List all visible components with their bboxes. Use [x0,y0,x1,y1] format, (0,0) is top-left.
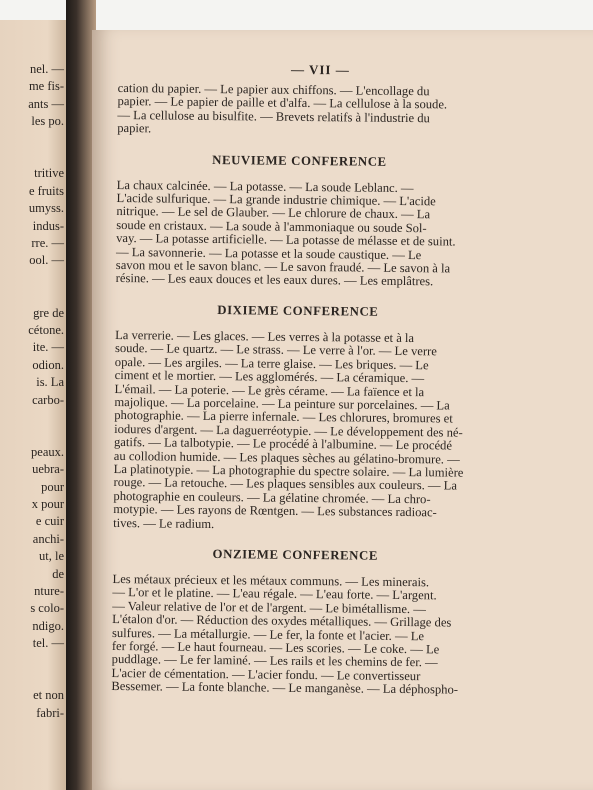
text-line: — L'or et le platine. — L'eau régale. — L'eau forte. — L'argent. [112,585,437,603]
left-page-line: uebra- [32,462,64,477]
section-heading: DIXIEME CONFERENCE [217,302,379,319]
text-line: La platinotypie. — La photographie du spectre solaire. — La lumière [113,461,464,480]
text-line: gatifs. — La talbotypie. — Le procédé à l'albumine. — Le procédé [113,435,453,453]
left-page-line: pour [41,479,64,494]
text-line: ciment et le mortier. — Les agglomérés. — La céramique. — [114,368,425,386]
left-page-line: tel. — [32,636,64,651]
left-page-line: ool. — [29,253,64,268]
left-page-line: e fruits [28,183,64,198]
left-page-line: nel. — [29,62,64,76]
left-page-line: ndigo. [32,618,64,633]
text-line: L'étalon d'or. — Réduction des oxydes métalliques. — Grillage des [112,612,452,630]
section-heading: NEUVIEME CONFERENCE [212,152,387,169]
left-page-line: is. La [36,375,64,390]
left-page-line: ants — [28,96,64,111]
left-page-line: rre. — [31,236,64,250]
text-line: photographie. — La pierre infernale. — Les chlorures, bromures et [114,408,453,426]
text-line: papier. [117,121,152,136]
text-line: — Valeur relative de l'or et de l'argent. — Le bimétallisme. — [112,598,426,617]
left-page-edge [0,20,68,790]
left-page-line: me fis- [28,79,64,94]
page-number: — VII — [290,61,350,78]
text-line: puddlage. — Le fer laminé. — Les rails et les chemins de fer. — [111,652,438,670]
text-line: Les métaux précieux et les métaux communs. — Les minerais. [112,571,430,590]
left-page-line: ite. — [32,340,64,355]
left-page-line: fabri- [36,705,64,720]
left-page-line: indus- [32,218,64,233]
left-page-line: cétone. [28,323,64,337]
text-line: majolique. — La porcelaine. — La peinture sur porcelaines. — La [114,394,450,413]
left-page-line: s colo- [30,601,64,616]
left-page-line: nture- [34,584,64,598]
text-line: fer forgé. — Le haut fourneau. — Les scories. — Le coke. — Le [111,638,440,657]
section-paragraph [111,573,477,697]
text-line: motypie. — Les rayons de Rœntgen. — Les substances radioac- [113,502,437,520]
left-page-line: e cuir [35,514,64,529]
section-heading: ONZIEME CONFERENCE [212,546,379,563]
left-page-line: tritive [34,166,64,181]
text-line: au collodion humide. — Les plaques sèches au gélatino-bromure. — [113,448,460,467]
left-page-line: carbo- [32,392,64,407]
text-line: L'acier de cémentation. — L'acier fondu. — Le convertisseur [111,665,421,684]
text-line: opale. — Les argiles. — La terre glaise. — Les briques. — Le [114,354,429,372]
left-page-line: les po. [31,114,64,129]
page-content [111,60,483,697]
left-page-line: odion. [32,357,64,372]
left-page-line: x pour [31,497,64,511]
text-line: La chaux calcinée. — La potasse. — La soude Leblanc. — [116,177,414,195]
left-page-line: peaux. [31,444,64,459]
text-line: L'acide sulfurique. — La grande industrie chimique. — L'acide [116,191,436,209]
left-page-line: anchi- [32,531,64,546]
text-line: soude en cristaux. — La soude à l'ammoniaque ou soude Sol- [116,217,427,236]
text-line: soude. — Le quartz. — Le strass. — Le verre à l'or. — Le verre [114,341,437,359]
intro-paragraph [117,82,483,139]
section-paragraph [113,329,480,534]
text-line: L'émail. — La poterie. — Le grès cérame. — La faïence et la [114,381,425,399]
left-page-line: ut, le [39,549,64,564]
left-page-line: umyss. [28,201,64,216]
text-line: papier. — Le papier de paille et d'alfa. — La cellulose à la soude. [117,94,448,112]
text-line: tives. — Le radium. [113,515,215,531]
left-page-line: et non [33,688,64,703]
text-line: vay. — La potasse artificielle. — La potasse de mélasse et de suint. [116,231,456,249]
left-page-line: gre de [33,305,64,320]
text-line: savon mou et le savon blanc. — Le savon fraudé. — Le savon à la [115,258,451,276]
text-line: nitrique. — Le sel de Glauber. — Le chlorure de chaux. — La [116,204,431,222]
section-paragraph [116,179,482,290]
text-line: sulfures. — La métallurgie. — Le fer, la fonte et l'acier. — Le [111,625,425,643]
text-line: Bessemer. — La fonte blanche. — Le manganèse. — La déphospho- [111,679,459,697]
text-line: iodures d'argent. — La daguerréotypie. — Le développement des né- [114,421,463,440]
text-line: photographie en couleurs. — La gélatine chromée. — La chro- [113,488,431,507]
text-line: résine. — Les eaux douces et les eaux dures. — Les emplâtres. [115,271,434,289]
text-line: — La savonnerie. — La potasse et la soude caustique. — Le [115,244,422,262]
text-line: La verrerie. — Les glaces. — Les verres à la potasse et à la [115,327,415,345]
left-page-line: de [52,566,64,581]
text-line: — La cellulose au bisulfite. — Brevets relatifs à l'industrie du [117,107,430,126]
text-line: rouge. — La retouche. — Les plaques sensibles aux couleurs. — La [113,475,458,493]
text-line: cation du papier. — Le papier aux chiffons. — L'encollage du [117,80,430,99]
